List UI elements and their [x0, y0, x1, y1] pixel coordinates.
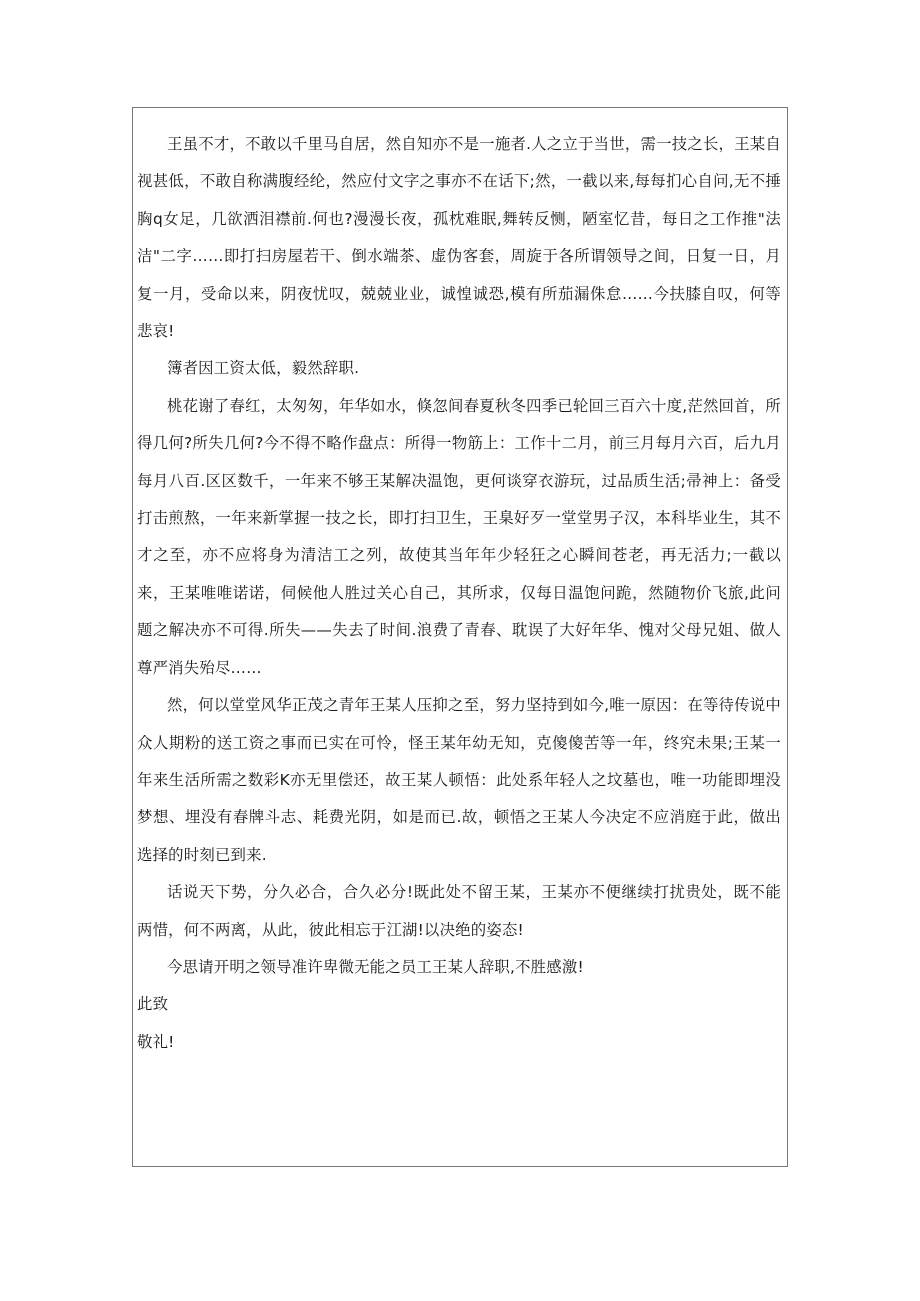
closing-line-2: 敬礼!	[137, 1032, 175, 1051]
body-paragraph-6: 今思请开明之领导准许卑微无能之员工王某人辞职,不胜感激!	[167, 957, 584, 976]
body-paragraph-1: 王虽不才，不敢以千里马自居，然自知亦不是一施者.人之立于当世，需一技之长，王某自视甚低，不敢自称满腹经纶，然应付文字之事亦不在话下;然，一截以来,每每扪心自问,无不捶胸q女足，几欲洒泪襟前.何也?漫漫长夜，孤枕难眠,舞转反恻，陋室忆昔，每日之工作推"法洁"二字……即打扫房屋若干、倒水端茶、虚伪客套，周旋于各所谓领导之间，日复一日，月复一月，受命以来，阴夜忧叹，兢兢业业，诚惶诚恐,模有所茄漏侏怠……今扶膝自叹，何等悲哀!	[137, 135, 781, 341]
body-paragraph-3: 桃花谢了春红，太匆匆，年华如水，倏忽间春夏秋冬四季已轮回三百六十度,茫然回首，所得几何?所失几何?今不得不略作盘点：所得一物筋上：工作十二月，前三月每月六百，后九月每月八百.区区数千，一年来不够王某解决温饱，更何谈穿衣游玩，过品质生活;帚神上：备受打击煎熬，一年来新掌握一技之长，即打扫卫生，王臬好歹一堂堂男子汉，本科毕业生，其不才之至，亦不应将身为清洁工之列，故使其当年年少轻狂之心瞬间苍老，再无活力;一截以来，王某唯唯诺诺，伺候他人胜过关心自己，其所求，仅每日温饱问跪，然随物价飞旅,此问题之解决亦不可得.所失——失去了时间.浪费了青春、耽误了大好年华、愧对父母兄姐、做人尊严消失殆尽……	[137, 396, 781, 677]
body-paragraph-4: 然，何以堂堂风华正茂之青年王某人压抑之至，努力坚持到如今,唯一原因：在等待传说中众人期粉的送工资之事而已实在可怜，怪王某年幼无知，克傻傻苦等一年，终究未果;王某一年来生活所需之数彩K亦无里偿还，故王某人顿悟：此处系年轻人之坟墓也，唯一功能即埋没梦想、埋没有春牌斗志、耗费光阴，如是而已.故，顿悟之王某人今决定不应消庭于此，做出选择的时刻已到来.	[137, 696, 781, 864]
closing-line-1: 此致	[137, 995, 169, 1014]
body-paragraph-5: 话说天下势，分久必合，合久必分!既此处不留王某，王某亦不便继续打扰贵处，既不能两惜，何不两离，从此，彼此相忘于江湖!以决绝的姿态!	[137, 883, 781, 939]
document-frame	[132, 107, 788, 1167]
body-paragraph-2: 簿者因工资太低，毅然辞职.	[167, 359, 360, 378]
